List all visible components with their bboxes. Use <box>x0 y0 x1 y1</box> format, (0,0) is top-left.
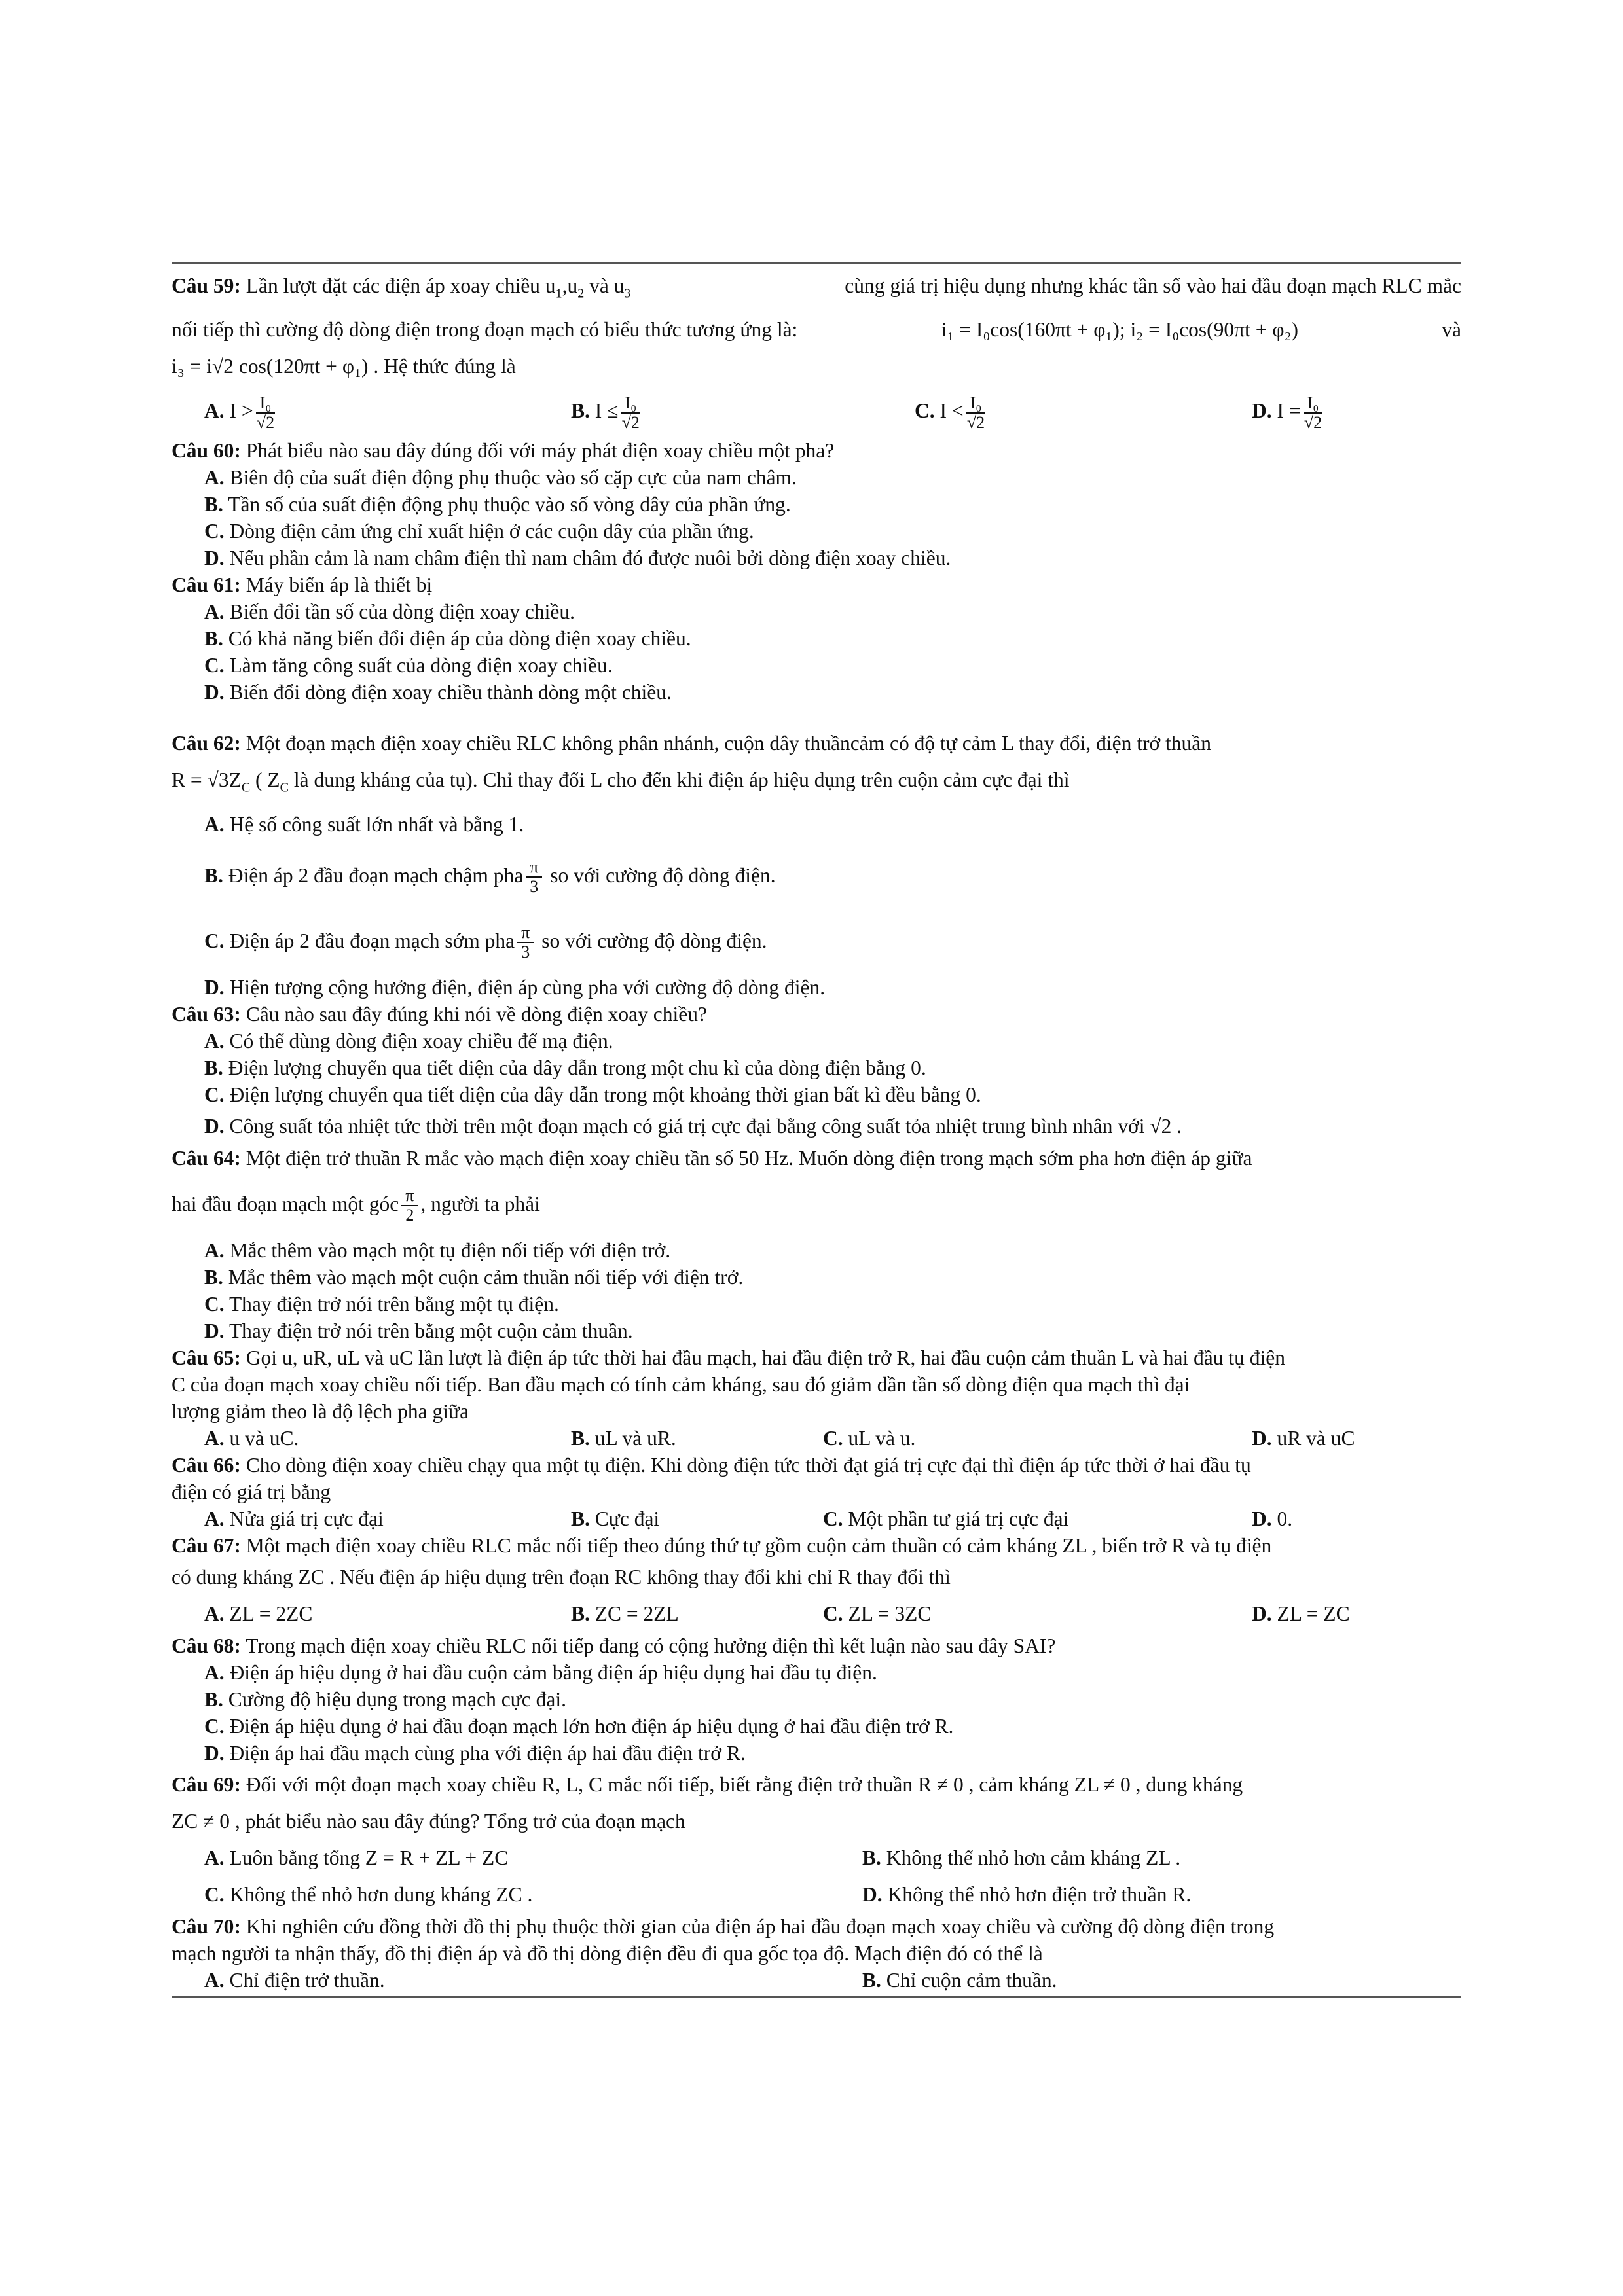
q64-number: Câu 64: <box>172 1146 241 1170</box>
q61-number: Câu 61: <box>172 573 241 597</box>
question-70: Câu 70: Khi nghiên cứu đồng thời đồ thị phụ thuộc thời gian của điện áp hai đầu đoạn mạch xoay chiều và cường độ dòng điện trong mạch người ta nhận thấy, đồ thị điện áp và đồ thị dòng điện đều đi qua gốc tọa độ. Mạch điện đó có thể là A. Chỉ điện trở thuần. B. Chỉ cuộn cảm thuần. <box>172 1913 1461 1994</box>
q68-option-b[interactable]: B. Cường độ hiệu dụng trong mạch cực đại. <box>204 1687 566 1711</box>
q68-option-c[interactable]: C. Điện áp hiệu dụng ở hai đầu đoạn mạch lớn hơn điện áp hiệu dụng ở hai đầu điện trở R. <box>204 1714 954 1738</box>
q59-line-3: i₃ = i√2 cos(120πt + φ₁) . Hệ thức đúng là <box>172 355 516 378</box>
q59-option-c[interactable]: C. I < $\frac{\text{I₀}}{√2}$ <box>915 393 985 433</box>
q60-option-d[interactable]: D. Nếu phần cảm là nam châm điện thì nam châm đó được nuôi bởi dòng điện xoay chiều. <box>204 547 951 570</box>
q66-number: Câu 66: <box>172 1453 241 1477</box>
q60-stem: Phát biểu nào sau đây đúng đối với máy phát điện xoay chiều một pha? <box>246 439 835 463</box>
q69-option-d[interactable]: D. Không thể nhỏ hơn điện trở thuần R. <box>862 1882 1192 1906</box>
q60-number: Câu 60: <box>172 439 241 463</box>
q70-number: Câu 70: <box>172 1914 241 1938</box>
q63-option-b[interactable]: B. Điện lượng chuyển qua tiết diện của dây dẫn trong một chu kì của dòng điện bằng 0. <box>204 1056 926 1079</box>
q69-option-c[interactable]: C. Không thể nhỏ hơn dung kháng ZC . <box>204 1882 533 1906</box>
q59-line-1: Câu 59: Lần lượt đặt các điện áp xoay chiều $u_1,u_2$ và $u_3$ cùng giá trị hiệu dụng nhưng khác tần số vào hai đầu đoạn mạch RLC mắc <box>172 274 1461 301</box>
q66-options <box>172 1505 1461 1532</box>
q64-line-2: hai đầu đoạn mạch một góc $\frac{\pi}{2}$ , người ta phải <box>172 1186 540 1225</box>
q61-option-d[interactable]: D. Biến đổi dòng điện xoay chiều thành dòng một chiều. <box>204 681 672 704</box>
q65-option-c[interactable]: C. uL và u. <box>823 1426 916 1450</box>
q64-option-d[interactable]: D. Thay điện trở nói trên bằng một cuộn cảm thuần. <box>204 1319 633 1342</box>
q69-options-row-2 <box>172 1876 1461 1913</box>
q63-option-c[interactable]: C. Điện lượng chuyển qua tiết diện của dây dẫn trong một khoảng thời gian bất kì đều bằng 0. <box>204 1083 981 1106</box>
q65-number: Câu 65: <box>172 1346 241 1369</box>
question-67: Câu 67: Một mạch điện xoay chiều RLC mắc nối tiếp theo đúng thứ tự gồm cuộn cảm thuần có cảm kháng ZL , biến trở R và tụ điện có dung kháng ZC . Nếu điện áp hiệu dụng trên đoạn RC không thay đổi khi chỉ R thay đổi thì A. ZL = 2ZC B. ZC = 2ZL C. ZL = 3ZC D. ZL = ZC <box>172 1532 1461 1632</box>
q70-option-a[interactable]: A. Chỉ điện trở thuần. <box>204 1968 385 1992</box>
q60-option-c[interactable]: C. Dòng điện cảm ứng chỉ xuất hiện ở các cuộn dây của phần ứng. <box>204 520 754 543</box>
q64-option-b[interactable]: B. Mắc thêm vào mạch một cuộn cảm thuần nối tiếp với điện trở. <box>204 1265 744 1289</box>
q66-option-b[interactable]: B. Cực đại <box>571 1507 660 1530</box>
q67-option-a[interactable]: A. ZL = 2ZC <box>204 1602 313 1625</box>
q67-option-d[interactable]: D. ZL = ZC <box>1252 1602 1350 1625</box>
q59-option-a[interactable]: A. I > $\frac{\text{I₀}}{√2}$ <box>204 393 275 433</box>
q62-option-a[interactable]: A. Hệ số công suất lớn nhất và bằng 1. <box>204 812 524 836</box>
question-59 <box>172 268 1461 437</box>
q59-options <box>172 385 1461 437</box>
q63-number: Câu 63: <box>172 1002 241 1026</box>
q69-number: Câu 69: <box>172 1772 241 1796</box>
q62-number: Câu 62: <box>172 732 241 755</box>
q69-option-a[interactable]: A. Luôn bằng tổng Z = R + ZL + ZC <box>204 1846 509 1869</box>
q63-option-d[interactable]: D. Công suất tỏa nhiệt tức thời trên một đoạn mạch có giá trị cực đại bằng công suất tỏa nhiệt trung bình nhân với √2 . <box>204 1114 1182 1138</box>
q67-number: Câu 67: <box>172 1534 241 1557</box>
q65-options <box>172 1425 1461 1452</box>
q68-number: Câu 68: <box>172 1634 241 1657</box>
q65-option-a[interactable]: A. u và uC. <box>204 1426 299 1450</box>
q66-option-d[interactable]: D. 0. <box>1252 1507 1293 1530</box>
q65-option-b[interactable]: B. uL và uR. <box>571 1426 676 1450</box>
q65-option-d[interactable]: D. uR và uC <box>1252 1426 1355 1450</box>
exam-page <box>172 262 1461 1998</box>
q67-options <box>172 1596 1461 1632</box>
q62-option-c[interactable]: C. Điện áp 2 đầu đoạn mạch sớm pha $\frac{\pi}{3}$ so với cường độ dòng điện. <box>204 923 767 962</box>
top-rule <box>172 262 1461 264</box>
question-68: Câu 68: Trong mạch điện xoay chiều RLC nối tiếp đang có cộng hưởng điện thì kết luận nào sau đây SAI? A. Điện áp hiệu dụng ở hai đầu cuộn cảm bằng điện áp hiệu dụng hai đầu tụ điện. B. Cường độ hiệu dụng trong mạch cực đại. C. Điện áp hiệu dụng ở hai đầu đoạn mạch lớn hơn điện áp hiệu dụng ở hai đầu điện trở R. D. Điện áp hai đầu mạch cùng pha với điện áp hai đầu điện trở R. <box>172 1632 1461 1767</box>
q66-option-a[interactable]: A. Nửa giá trị cực đại <box>204 1507 384 1530</box>
question-66: Câu 66: Cho dòng điện xoay chiều chạy qua một tụ điện. Khi dòng điện tức thời đạt giá trị cực đại thì điện áp tức thời ở hai đầu tụ điện có giá trị bằng A. Nửa giá trị cực đại B. Cực đại C. Một phần tư giá trị cực đại D. 0. <box>172 1452 1461 1532</box>
question-69: Câu 69: Đối với một đoạn mạch xoay chiều R, L, C mắc nối tiếp, biết rằng điện trở thuần R ≠ 0 , cảm kháng ZL ≠ 0 , dung kháng ZC ≠ 0 , phát biểu nào sau đây đúng? Tổng trở của đoạn mạch A. Luôn bằng tổng Z = R + ZL + ZC B. Không thể nhỏ hơn cảm kháng ZL . C. Không thể nhỏ hơn dung kháng ZC . D. Không thể nhỏ hơn điện trở thuần R. <box>172 1767 1461 1913</box>
q69-option-b[interactable]: B. Không thể nhỏ hơn cảm kháng ZL . <box>862 1846 1181 1869</box>
q61-option-b[interactable]: B. Có khả năng biến đổi điện áp của dòng điện xoay chiều. <box>204 627 691 651</box>
q64-option-a[interactable]: A. Mắc thêm vào mạch một tụ điện nối tiếp với điện trở. <box>204 1238 671 1262</box>
question-65: Câu 65: Gọi u, uR, uL và uC lần lượt là điện áp tức thời hai đầu mạch, hai đầu điện trở R, hai đầu cuộn cảm thuần L và hai đầu tụ điện C của đoạn mạch xoay chiều nối tiếp. Ban đầu mạch có tính cảm kháng, sau đó giảm dần tần số dòng điện qua mạch thì đại lượng giảm theo là độ lệch pha giữa A. u và uC. B. uL và uR. C. uL và u. D. uR và uC <box>172 1344 1461 1452</box>
q69-options-row-1 <box>172 1840 1461 1876</box>
bottom-rule <box>172 1996 1461 1998</box>
q59-option-b[interactable]: B. I ≤ $\frac{\text{I₀}}{√2}$ <box>571 393 640 433</box>
q59-option-d[interactable]: D. I = $\frac{\text{I₀}}{√2}$ <box>1252 393 1322 433</box>
q70-option-b[interactable]: B. Chỉ cuộn cảm thuần. <box>862 1968 1057 1992</box>
q70-options <box>172 1967 1461 1994</box>
q59-formula-i3: i₃ = i√2 cos(120πt + φ₁) <box>172 355 369 378</box>
q61-stem: Máy biến áp là thiết bị <box>246 573 433 597</box>
q62-option-b[interactable]: B. Điện áp 2 đầu đoạn mạch chậm pha $\frac{\pi}{3}$ so với cường độ dòng điện. <box>204 857 776 897</box>
q61-option-a[interactable]: A. Biến đổi tần số của dòng điện xoay chiều. <box>204 600 575 624</box>
question-62: Câu 62: Một đoạn mạch điện xoay chiều RLC không phân nhánh, cuộn dây thuầncảm có độ tự cảm L thay đổi, điện trở thuần $R = √3Z_C$ ( $Z_C$ là dung kháng của tụ). Chỉ thay đổi L cho đến khi điện áp hiệu dụng trên cuộn cảm cực đại thì A. Hệ số công suất lớn nhất và bằng 1. B. Điện áp 2 đầu đoạn mạch chậm pha $\frac{\pi}{3}$ so với cường độ dòng điện. C. Điện áp 2 đầu đoạn mạch sớm pha $\frac{\pi}{3}$ so với cường độ dòng điện. D. Hiện tượng cộng hưởng điện, điện áp cùng pha với cường độ dòng điện. <box>172 725 1461 1000</box>
q59-line-2: nối tiếp thì cường độ dòng điện trong đoạn mạch có biểu thức tương ứng là: i₁ = I₀cos(160πt + φ₁); i₂ = I₀cos(90πt + φ₂) và <box>172 312 1461 348</box>
q61-option-c[interactable]: C. Làm tăng công suất của dòng điện xoay chiều. <box>204 654 613 677</box>
q68-option-a[interactable]: A. Điện áp hiệu dụng ở hai đầu cuộn cảm bằng điện áp hiệu dụng hai đầu tụ điện. <box>204 1660 877 1684</box>
q62-option-d[interactable]: D. Hiện tượng cộng hưởng điện, điện áp cùng pha với cường độ dòng điện. <box>204 975 826 999</box>
q60-option-b[interactable]: B. Tần số của suất điện động phụ thuộc vào số vòng dây của phần ứng. <box>204 493 791 516</box>
q66-option-c[interactable]: C. Một phần tư giá trị cực đại <box>823 1507 1069 1530</box>
q62-line-2: $R = √3Z_C$ ( $Z_C$ là dung kháng của tụ). Chỉ thay đổi L cho đến khi điện áp hiệu dụng trên cuộn cảm cực đại thì <box>172 768 1070 795</box>
q64-option-c[interactable]: C. Thay điện trở nói trên bằng một tụ điện. <box>204 1292 559 1316</box>
q59-formula-i1-i2: i₁ = I₀cos(160πt + φ₁); i₂ = I₀cos(90πt + φ₂) <box>941 318 1298 342</box>
q67-option-c[interactable]: C. ZL = 3ZC <box>823 1602 932 1625</box>
q68-option-d[interactable]: D. Điện áp hai đầu mạch cùng pha với điện áp hai đầu điện trở R. <box>204 1741 746 1765</box>
q67-option-b[interactable]: B. ZC = 2ZL <box>571 1602 679 1625</box>
q63-option-a[interactable]: A. Có thể dùng dòng điện xoay chiều để mạ điện. <box>204 1029 613 1052</box>
question-63: Câu 63: Câu nào sau đây đúng khi nói về dòng điện xoay chiều? A. Có thể dùng dòng điện xoay chiều để mạ điện. B. Điện lượng chuyển qua tiết diện của dây dẫn trong một chu kì của dòng điện bằng 0. C. Điện lượng chuyển qua tiết diện của dây dẫn trong một khoảng thời gian bất kì đều bằng 0. D. Công suất tỏa nhiệt tức thời trên một đoạn mạch có giá trị cực đại bằng công suất tỏa nhiệt trung bình nhân với √2 . <box>172 1001 1461 1145</box>
question-60 <box>172 437 1461 571</box>
question-61 <box>172 571 1461 706</box>
q60-option-a[interactable]: A. Biên độ của suất điện động phụ thuộc vào số cặp cực của nam châm. <box>204 466 797 490</box>
q59-number: Câu 59: <box>172 274 241 297</box>
question-64: Câu 64: Một điện trở thuần R mắc vào mạch điện xoay chiều tần số 50 Hz. Muốn dòng điện trong mạch sớm pha hơn điện áp giữa hai đầu đoạn mạch một góc $\frac{\pi}{2}$ , người ta phải A. Mắc thêm vào mạch một tụ điện nối tiếp với điện trở. B. Mắc thêm vào mạch một cuộn cảm thuần nối tiếp với điện trở. C. Thay điện trở nói trên bằng một tụ điện. D. Thay điện trở nói trên bằng một cuộn cảm thuần. <box>172 1145 1461 1344</box>
